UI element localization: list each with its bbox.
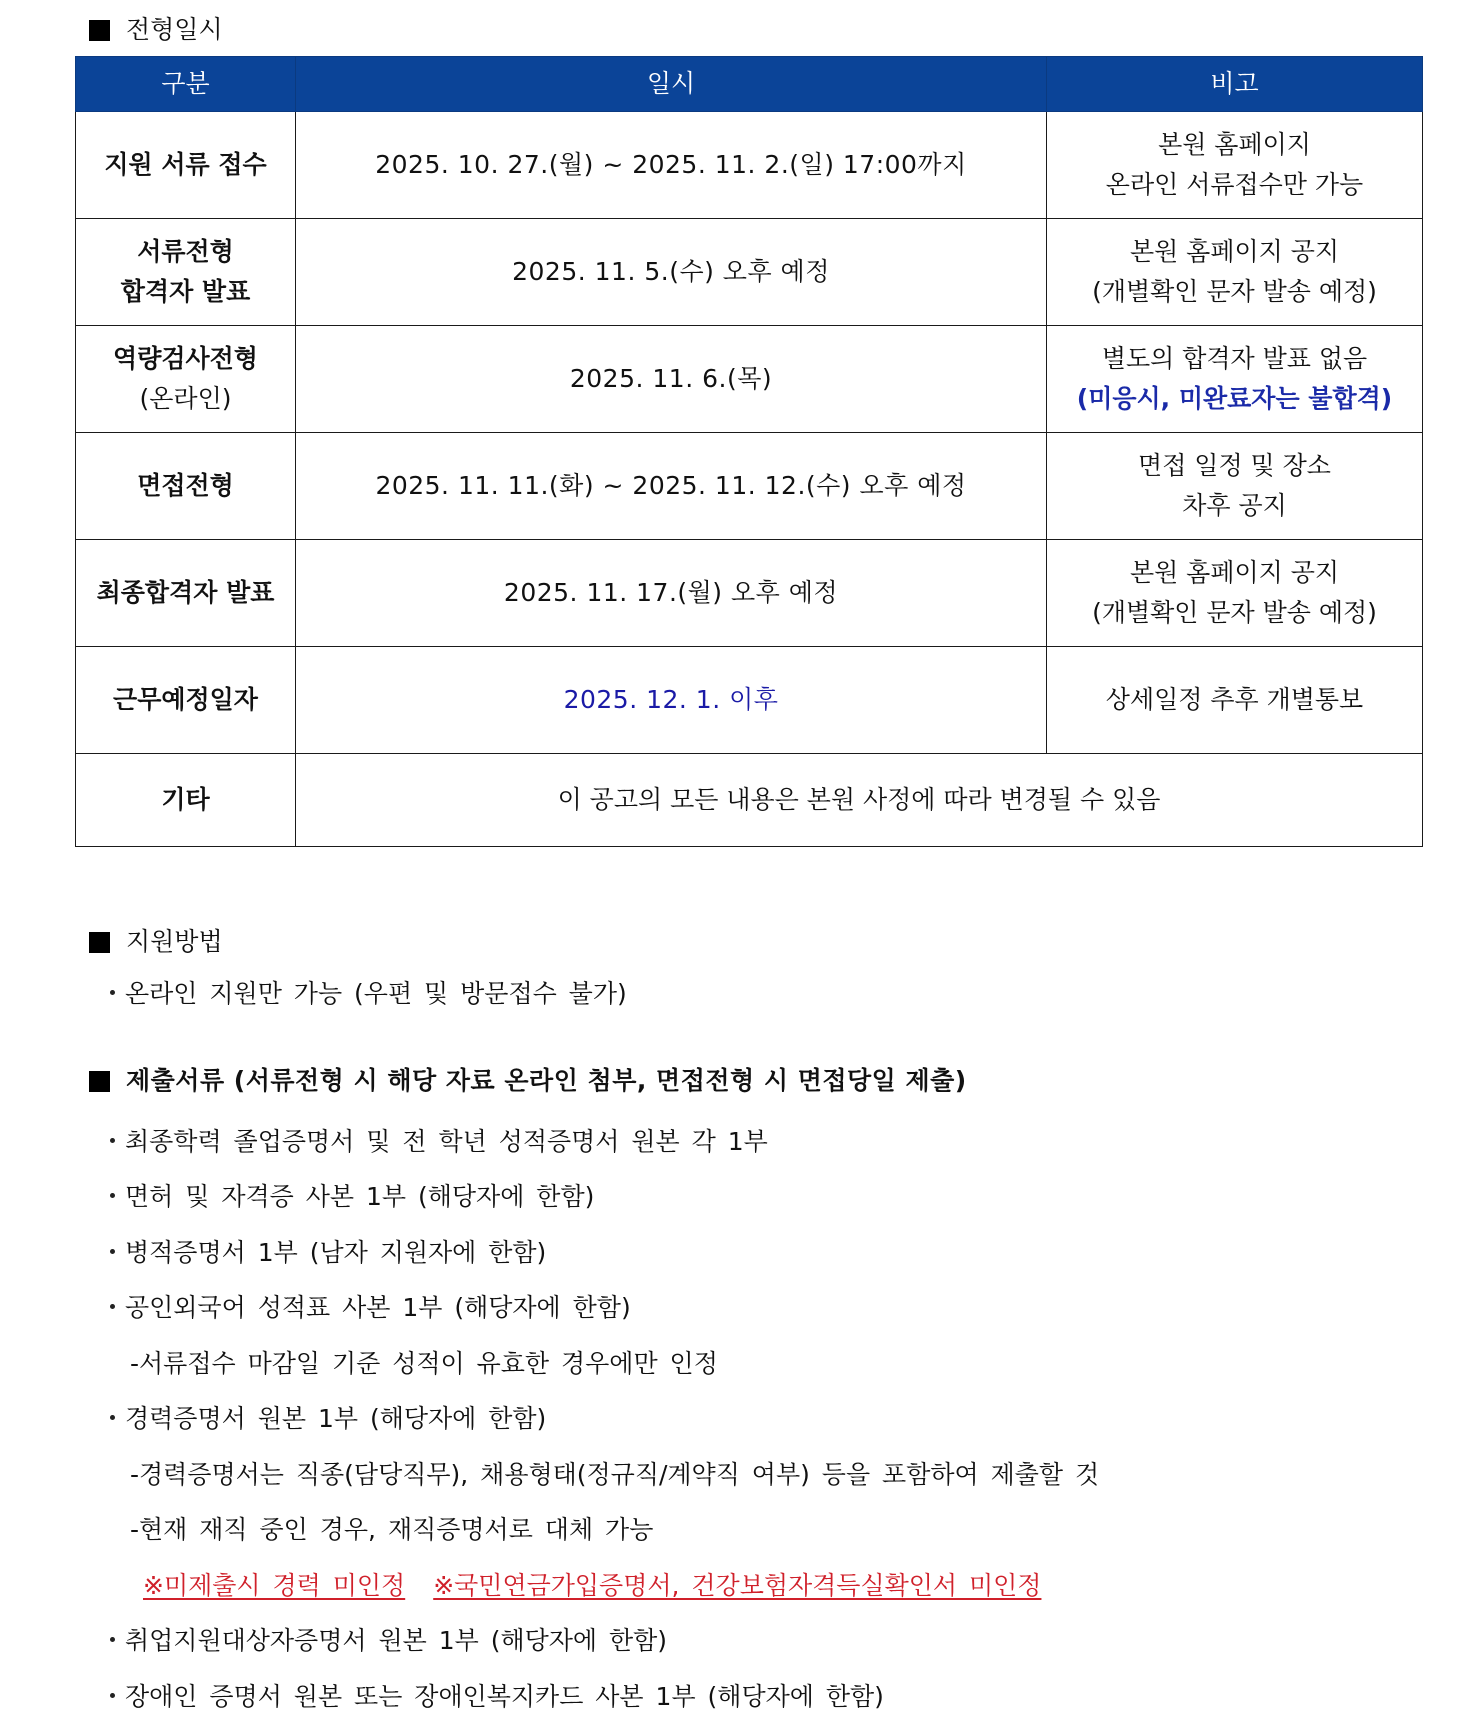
bullet-dot-icon (110, 1415, 115, 1420)
list-item: 취업지원대상자증명서 원본 1부 (해당자에 한함) (110, 1624, 667, 1658)
row-date: 2025. 11. 11.(화) ~ 2025. 11. 12.(수) 오후 예정 (296, 433, 1047, 540)
column-header-date: 일시 (296, 57, 1047, 112)
row-note: 별도의 합격자 발표 없음 (미응시, 미완료자는 불합격) (1047, 326, 1423, 433)
row-category: 역량검사전형 (온라인) (76, 326, 296, 433)
row-category: 근무예정일자 (76, 647, 296, 754)
black-square-bullet-icon (89, 1071, 110, 1092)
bullet-dot-icon (110, 990, 115, 995)
apply-section-title: 지원방법 (89, 927, 223, 957)
table-row (76, 219, 1423, 326)
table-row (76, 112, 1423, 219)
fail-warning-note: (미응시, 미완료자는 불합격) (1076, 384, 1393, 413)
bullet-dot-icon (110, 1693, 115, 1698)
row-date: 2025. 10. 27.(월) ~ 2025. 11. 2.(일) 17:00까지 (296, 112, 1047, 219)
list-item: 병적증명서 1부 (남자 지원자에 한함) (110, 1236, 546, 1270)
list-item: 최종학력 졸업증명서 및 전 학년 성적증명서 원본 각 1부 (110, 1125, 768, 1159)
schedule-section-title: 전형일시 (89, 15, 223, 45)
list-sub-item: -현재 재직 중인 경우, 재직증명서로 대체 가능 (130, 1515, 654, 1544)
list-sub-item: -서류접수 마감일 기준 성적이 유효한 경우에만 인정 (130, 1349, 718, 1378)
bullet-dot-icon (110, 1637, 115, 1642)
schedule-table (75, 56, 1423, 847)
row-date: 2025. 11. 6.(목) (296, 326, 1047, 433)
table-row (76, 433, 1423, 540)
row-merged-note: 이 공고의 모든 내용은 본원 사정에 따라 변경될 수 있음 (296, 754, 1423, 847)
warning-not-accepted-docs: ※국민연금가입증명서, 건강보험자격득실확인서 미인정 (433, 1571, 1042, 1600)
row-category: 기타 (76, 754, 296, 847)
list-item: 면허 및 자격증 사본 1부 (해당자에 한함) (110, 1180, 594, 1214)
row-note: 상세일정 추후 개별통보 (1047, 647, 1423, 754)
row-note: 본원 홈페이지 공지 (개별확인 문자 발송 예정) (1047, 540, 1423, 647)
list-sub-item: -경력증명서는 직종(담당직무), 채용형태(정규직/계약직 여부) 등을 포함하여 제출할 것 (130, 1460, 1100, 1489)
row-note: 본원 홈페이지 온라인 서류접수만 가능 (1047, 112, 1423, 219)
table-row (76, 540, 1423, 647)
table-row (76, 647, 1423, 754)
warning-line (143, 1569, 1041, 1603)
bullet-dot-icon (110, 1138, 115, 1143)
row-date: 2025. 11. 17.(월) 오후 예정 (296, 540, 1047, 647)
row-date: 2025. 11. 5.(수) 오후 예정 (296, 219, 1047, 326)
row-category: 지원 서류 접수 (76, 112, 296, 219)
table-header-row (76, 57, 1423, 112)
row-note: 면접 일정 및 장소 차후 공지 (1047, 433, 1423, 540)
list-item: 경력증명서 원본 1부 (해당자에 한함) (110, 1402, 546, 1436)
column-header-category: 구분 (76, 57, 296, 112)
row-category: 서류전형 합격자 발표 (76, 219, 296, 326)
row-category: 최종합격자 발표 (76, 540, 296, 647)
bullet-dot-icon (110, 1193, 115, 1198)
warning-no-submission: ※미제출시 경력 미인정 (143, 1571, 406, 1600)
black-square-bullet-icon (89, 20, 110, 41)
column-header-note: 비고 (1047, 57, 1423, 112)
bullet-dot-icon (110, 1249, 115, 1254)
documents-section-title: 제출서류 (서류전형 시 해당 자료 온라인 첨부, 면접전형 시 면접당일 제출) (89, 1066, 967, 1096)
black-square-bullet-icon (89, 932, 110, 953)
list-item: 온라인 지원만 가능 (우편 및 방문접수 불가) (110, 977, 627, 1011)
bullet-dot-icon (110, 1304, 115, 1309)
row-date-highlight: 2025. 12. 1. 이후 (296, 647, 1047, 754)
table-row (76, 754, 1423, 847)
list-item: 공인외국어 성적표 사본 1부 (해당자에 한함) (110, 1291, 631, 1325)
row-note: 본원 홈페이지 공지 (개별확인 문자 발송 예정) (1047, 219, 1423, 326)
list-item: 장애인 증명서 원본 또는 장애인복지카드 사본 1부 (해당자에 한함) (110, 1680, 884, 1714)
table-row (76, 326, 1423, 433)
row-category: 면접전형 (76, 433, 296, 540)
